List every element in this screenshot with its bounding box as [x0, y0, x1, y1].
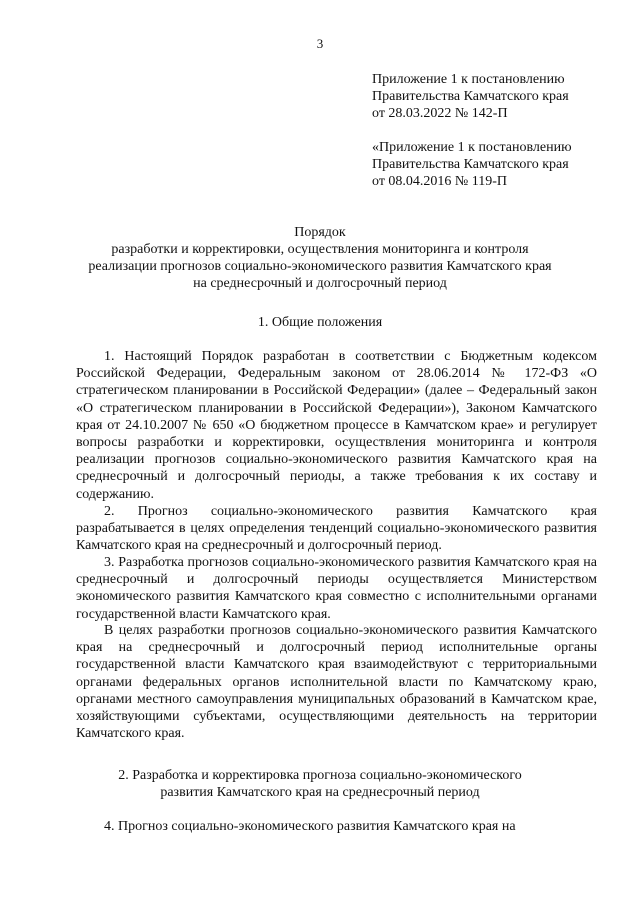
appendix-current-line2: Правительства Камчатского края	[372, 89, 569, 104]
appendix-original-block	[372, 139, 612, 190]
title-line2: разработки и корректировки, осуществления мониторинга и контроля	[111, 242, 529, 257]
section2-heading	[0, 767, 640, 801]
page-number: 3	[316, 36, 324, 51]
section1-heading: 1. Общие положения	[257, 315, 383, 330]
paragraph-2: 2. Прогноз социально-экономического развития Камчатского края разрабатывается в целях определения тенденций социально-экономического развития Камчатского края на среднесрочный и долгосрочный период.	[76, 504, 597, 554]
appendix-current-line1: Приложение 1 к постановлению	[372, 72, 565, 87]
appendix-original-line1: «Приложение 1 к постановлению	[372, 140, 572, 155]
paragraph-3-continued: В целях разработки прогнозов социально-экономического развития Камчатского края на среднесрочный и долгосрочный период исполнительные органы государственной власти Камчатского края взаимодействуют с территориальными органами федеральных органов исполнительной власти по Камчатскому краю, органами местного самоуправления муниципальных образований в Камчатском крае, хозяйствующими субъектами, осуществляющими деятельность на территории Камчатского края.	[76, 623, 597, 742]
section2-heading-line1: 2. Разработка и корректировка прогноза социально-экономического	[118, 768, 522, 783]
paragraph-3: 3. Разработка прогнозов социально-экономического развития Камчатского края на среднесрочный и долгосрочный периоды осуществляется Министерством экономического развития Камчатского края совместно с исполнительными органами государственной власти Камчатского края.	[76, 555, 597, 622]
title-line4: на среднесрочный и долгосрочный период	[193, 276, 447, 291]
paragraph-4: 4. Прогноз социально-экономического развития Камчатского края на	[104, 819, 516, 834]
appendix-current-block	[372, 71, 612, 122]
section2-heading-line2: развития Камчатского края на среднесрочный период	[160, 785, 480, 800]
appendix-original-line3: от 08.04.2016 № 119-П	[372, 174, 508, 189]
paragraph-1: 1. Настоящий Порядок разработан в соответствии с Бюджетным кодексом Российской Федерации, Федеральным законом от 28.06.2014 № 172-ФЗ «О стратегическом планировании в Российской Федерации» (далее – Федеральный закон «О стратегическом планировании в Российской Федерации»), Законом Камчатского края от 24.10.2007 № 650 «О бюджетном процессе в Камчатском крае» и регулирует вопросы разработки и корректировки, осуществления мониторинга и контроля реализации прогнозов социально-экономического развития Камчатского края на среднесрочный и долгосрочный периоды, а также требования к их составу и содержанию.	[76, 349, 597, 502]
title-line3: реализации прогнозов социально-экономического развития Камчатского края	[88, 259, 552, 274]
title-line1: Порядок	[294, 225, 346, 240]
appendix-original-line2: Правительства Камчатского края	[372, 157, 569, 172]
appendix-current-line3: от 28.03.2022 № 142-П	[372, 106, 508, 121]
document-title	[70, 224, 570, 292]
